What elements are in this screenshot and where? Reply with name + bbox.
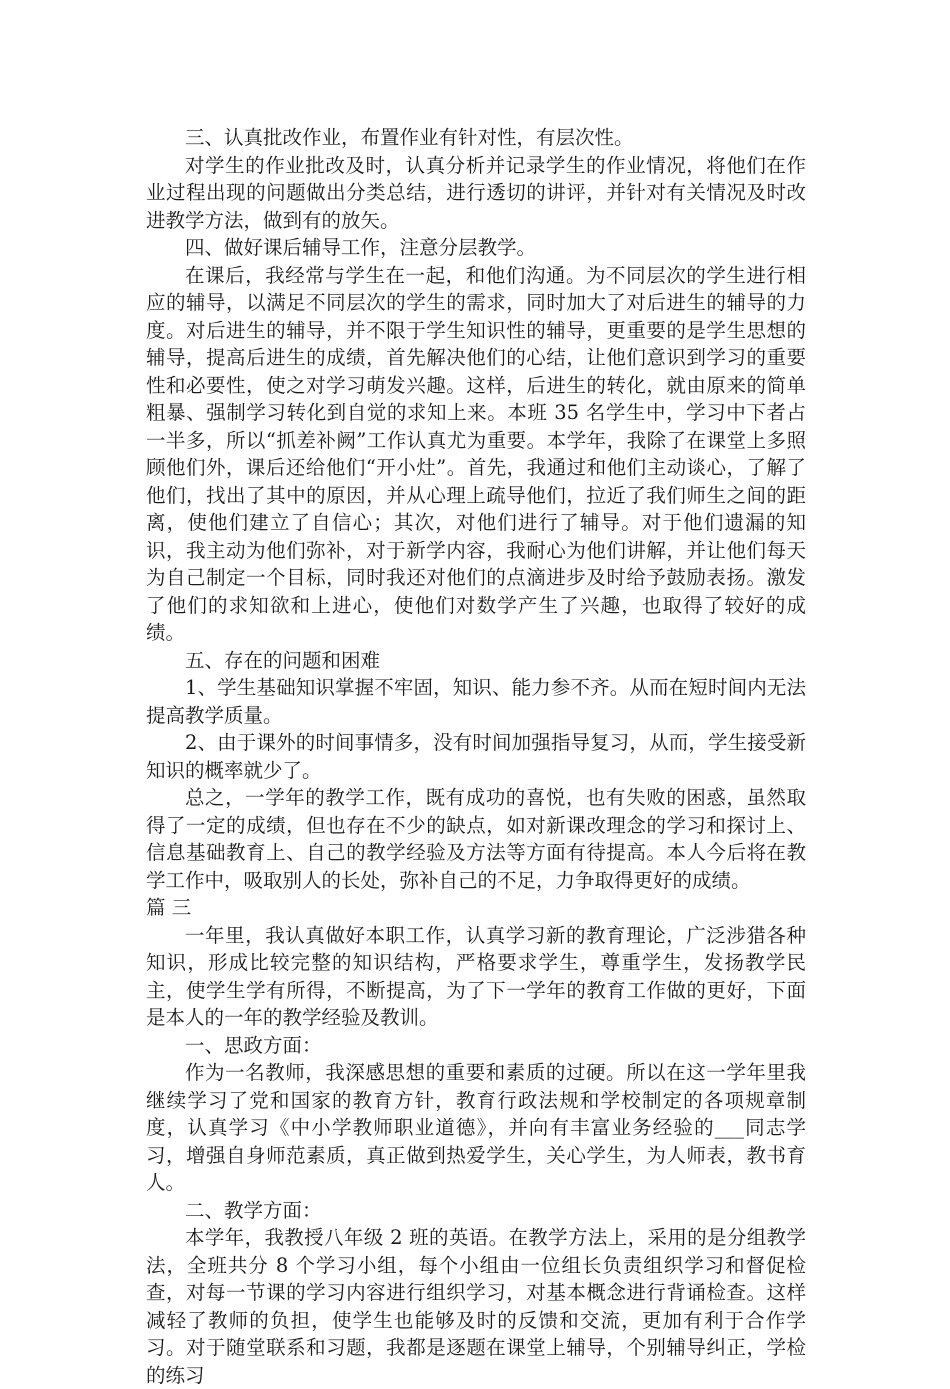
- paragraph-problem-1: 1、学生基础知识掌握不牢固，知识、能力参不齐。从而在短时间内无法提高教学质量。: [146, 676, 806, 727]
- section-heading-problems: 五、存在的问题和困难: [185, 648, 381, 672]
- chapter-heading: 篇 三: [146, 896, 192, 919]
- section-heading-teaching: 二、教学方面：: [185, 1198, 322, 1222]
- paragraph-intro: 一年里，我认真做好本职工作，认真学习新的教育理论，广泛涉猎各种知识，形成比较完整的知识结构，严格要求学生，尊重学生，发扬教学民主，使学生学有所得，不断提高，为了下一学年的教育工作做的更好，下面是本人的一年的教学经验及教训。: [146, 923, 806, 1029]
- paragraph-problem-2: 2、由于课外的时间事情多，没有时间加强指导复习，从而，学生接受新知识的概率就少了。: [146, 731, 806, 782]
- paragraph-summary: 总之，一学年的教学工作，既有成功的喜悦，也有失败的困惑，虽然取得了一定的成绩，但也存在不少的缺点，如对新课改理念的学习和探讨上、信息基础教育上、自己的教学经验及方法等方面有待提高。本人今后将在教学工作中，吸取别人的长处，弥补自己的不足，力争取得更好的成绩。: [146, 786, 806, 892]
- paragraph-ideology: 作为一名教师，我深感思想的重要和素质的过硬。所以在这一学年里我继续学习了党和国家的教育方针，教育行政法规和学校制定的各项规章制度，认真学习《中小学教师职业道德》，并向有丰富业务经验的___同志学习，增强自身师范素质，真正做到热爱学生，关心学生，为人师表，教书育人。: [146, 1061, 806, 1194]
- paragraph-teaching: 本学年，我教授八年级 2 班的英语。在教学方法上，采用的是分组教学法，全班共分 8 个学习小组，每个小组由一位组长负责组织学习和督促检查，对每一节课的学习内容进行组织学习，对基本概念进行背诵检查。这样减轻了教师的负担，使学生也能够及时的反馈和交流，更加有利于合作学习。对于随堂联系和习题，我都是逐题在课堂上辅导，个别辅导纠正，学检的练习: [146, 1226, 806, 1387]
- paragraph-tutoring: 在课后，我经常与学生在一起，和他们沟通。为不同层次的学生进行相应的辅导，以满足不同层次的学生的需求，同时加大了对后进生的辅导的力度。对后进生的辅导，并不限于学生知识性的辅导，更重要的是学生思想的辅导，提高后进生的成绩，首先解决他们的心结，让他们意识到学习的重要性和必要性，使之对学习萌发兴趣。这样，后进生的转化，就由原来的简单粗暴、强制学习转化到自觉的求知上来。本班 35 名学生中，学习中下者占一半多，所以“抓差补阙”工作认真尤为重要。本学年，我除了在课堂上多照顾他们外，课后还给他们“开小灶”。首先，我通过和他们主动谈心，了解了他们，找出了其中的原因，并从心理上疏导他们，拉近了我们师生之间的距离，使他们建立了自信心；其次，对他们进行了辅导。对于他们遗漏的知识，我主动为他们弥补，对于新学内容，我耐心为他们讲解，并让他们每天为自己制定一个目标，同时我还对他们的点滴进步及时给予鼓励表扬。激发了他们的求知欲和上进心，使他们对数学产生了兴趣，也取得了较好的成绩。: [146, 263, 806, 644]
- paragraph-homework: 对学生的作业批改及时，认真分析并记录学生的作业情况，将他们在作业过程出现的问题做出分类总结，进行透切的讲评，并针对有关情况及时改进教学方法，做到有的放矢。: [146, 153, 806, 232]
- section-heading-homework: 三、认真批改作业，布置作业有针对性，有层次性。: [185, 126, 634, 149]
- section-heading-ideology: 一、思政方面：: [185, 1033, 322, 1057]
- section-heading-tutoring: 四、做好课后辅导工作，注意分层教学。: [185, 236, 537, 259]
- document-body: [146, 124, 806, 1389]
